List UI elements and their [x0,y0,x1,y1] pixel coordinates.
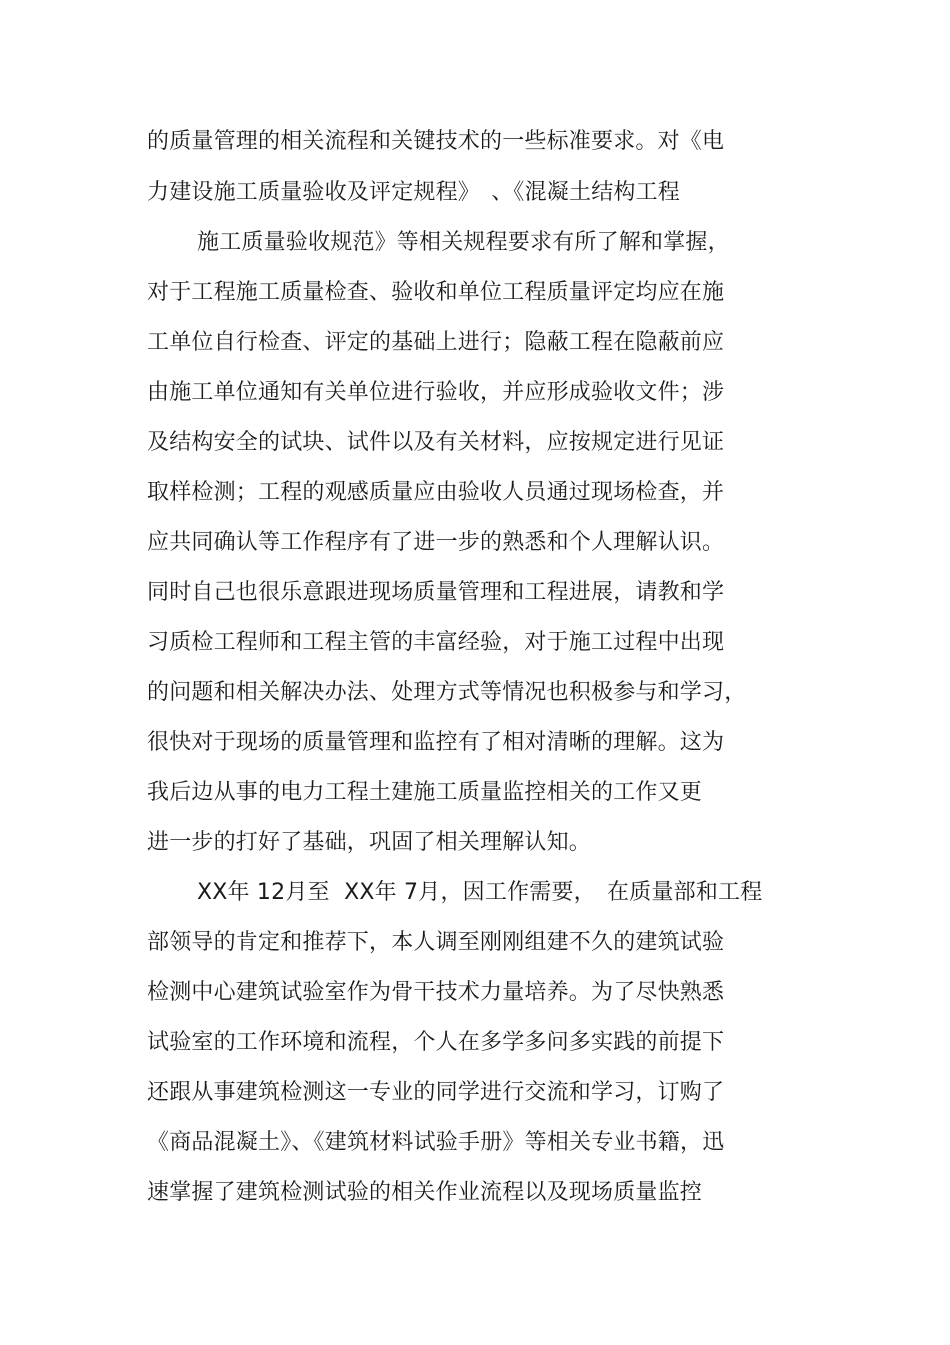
text-line: 《商品混凝土》、《建筑材料试验手册》等相关专业书籍，迅 [147,1130,725,1155]
text-line: 施工质量验收规范》等相关规程要求有所了解和掌握， [197,230,730,255]
text-line: 的问题和相关解决办法、处理方式等情况也积极参与和学习， [147,680,747,705]
text-line: 工单位自行检查、评定的基础上进行；隐蔽工程在隐蔽前应 [147,330,725,355]
text-line: 的质量管理的相关流程和关键技术的一些标准要求。对《电 [147,129,725,154]
text-line: 应共同确认等工作程序有了进一步的熟悉和个人理解认识。 [147,530,725,555]
text-line: 力建设施工质量验收及评定规程》 、《混凝土结构工程 [147,180,681,205]
text-line: 速掌握了建筑检测试验的相关作业流程以及现场质量监控 [147,1180,703,1205]
text-line: 及结构安全的试块、试件以及有关材料，应按规定进行见证 [147,430,725,455]
text-line: 还跟从事建筑检测这一专业的同学进行交流和学习，订购了 [147,1080,725,1105]
text-line: 对于工程施工质量检查、验收和单位工程质量评定均应在施 [147,280,725,305]
text-line: 由施工单位通知有关单位进行验收，并应形成验收文件；涉 [147,380,725,405]
text-line: XX年 12月至 XX年 7月，因工作需要， 在质量部和工程 [197,880,763,905]
text-line: 进一步的打好了基础，巩固了相关理解认知。 [147,830,592,855]
text-line: 部领导的肯定和推荐下，本人调至刚刚组建不久的建筑试验 [147,930,725,955]
text-line: 试验室的工作环境和流程，个人在多学多问多实践的前提下 [147,1030,725,1055]
text-line: 检测中心建筑试验室作为骨干技术力量培养。为了尽快熟悉 [147,980,725,1005]
text-line: 同时自己也很乐意跟进现场质量管理和工程进展，请教和学 [147,580,725,605]
text-line: 习质检工程师和工程主管的丰富经验，对于施工过程中出现 [147,630,725,655]
text-line: 很快对于现场的质量管理和监控有了相对清晰的理解。这为 [147,730,725,755]
text-line: 我后边从事的电力工程土建施工质量监控相关的工作又更 [147,780,703,805]
text-line: 取样检测；工程的观感质量应由验收人员通过现场检查，并 [147,480,725,505]
